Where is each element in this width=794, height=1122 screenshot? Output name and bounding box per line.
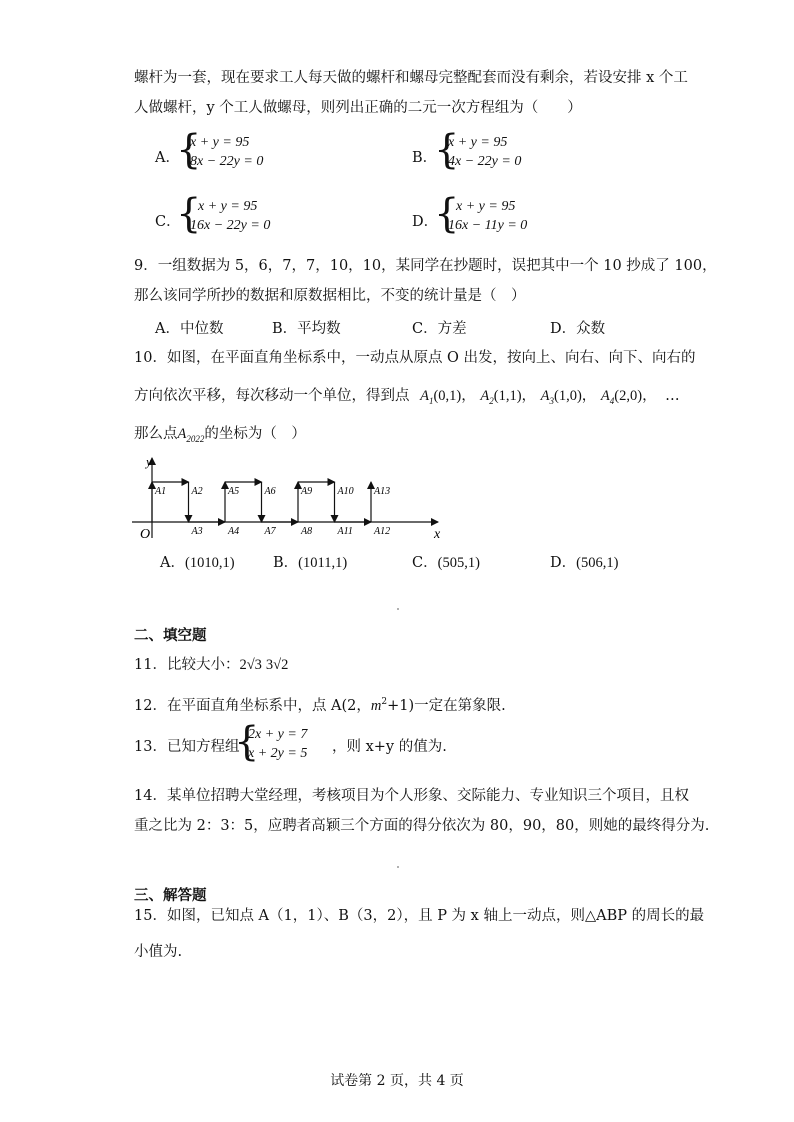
x-axis-label: x: [434, 527, 441, 542]
option-value: (506,1): [576, 555, 619, 571]
point-label-a6: A6: [264, 486, 276, 497]
option-value: (1010,1): [184, 555, 235, 571]
option-value: (1011,1): [298, 555, 348, 571]
page-footer: 试卷第 2 页，共 4 页: [330, 1073, 464, 1089]
point-label-a3: A3: [191, 526, 203, 537]
point-label-a4: A4: [228, 526, 240, 537]
q10-path-figure: [130, 452, 450, 544]
q12-exponent: 2: [381, 697, 388, 707]
equation-2: 8x − 22y = 0: [190, 154, 264, 169]
point-a2-sub: 2: [489, 395, 494, 406]
option-label: C．: [155, 214, 181, 230]
q10-line2: 方向依次平移，每次移动一个单位，得到点 $A_1(0,1)$， $A_2(1,1)$， $A_3(1,0)$， $A_4(2,0)$， …: [134, 388, 680, 406]
equation-system: [176, 191, 296, 238]
q9-line1: 9．一组数据为 5，6，7，7，10，10，某同学在抄题时，误把其中一个 10 抄成了 100，: [134, 258, 717, 274]
equation-1: 2x + y = 7: [248, 727, 308, 742]
q9-line2: 那么该同学所抄的数据和原数据相比，不变的统计量是（ ）: [134, 288, 526, 304]
q12: [134, 692, 506, 716]
brace-icon: {: [234, 719, 260, 765]
equation-system: [176, 127, 296, 174]
q15-line2: 小值为.: [134, 944, 183, 960]
scan-artifact: [397, 866, 399, 868]
point-a2-coord: (1,1): [493, 388, 522, 404]
option-label: A．: [155, 150, 180, 166]
point-a1-sub: 1: [428, 395, 434, 406]
option-value: (505,1): [437, 555, 480, 571]
equation-2: 16x − 11y = 0: [448, 218, 528, 233]
point-a1-coord: (0,1): [433, 388, 462, 404]
q9-option-a[interactable]: A．中位数: [155, 321, 224, 337]
q8-line2: 人做螺杆，y 个工人做螺母，则列出正确的二元一次方程组为（ ）: [134, 100, 582, 116]
point-label-a9: A9: [301, 486, 313, 497]
q12-var-m: m: [370, 697, 382, 714]
q10-line2-text: 方向依次平移，每次移动一个单位，得到点: [134, 388, 410, 404]
point-a4-sub: 4: [609, 395, 615, 406]
q11-expr-b: 3√2: [265, 657, 289, 673]
equation-2: 4x − 22y = 0: [448, 154, 522, 169]
option-label: D．: [412, 214, 439, 230]
point-a4-coord: (2,0): [614, 388, 643, 404]
q12-text-pre: 12．在平面直角坐标系中，点 A(2，: [134, 697, 371, 714]
q9-option-b[interactable]: B．平均数: [272, 321, 341, 337]
point-label-a10: A10: [337, 486, 354, 497]
q14-line2: 重之比为 2：3：5，应聘者高颖三个方面的得分依次为 80，90，80，则她的最终得分为.: [134, 818, 710, 834]
point-label-a2: A2: [191, 486, 203, 497]
equation-1: x + y = 95: [198, 199, 258, 214]
point-a3-name: A: [540, 388, 550, 404]
equation-system: [434, 127, 554, 174]
q9-option-c[interactable]: C．方差: [412, 321, 467, 337]
point-a2022-name: A: [177, 426, 187, 442]
point-a1-name: A: [420, 388, 429, 404]
brace-icon: {: [176, 191, 202, 237]
point-label-a12: A12: [374, 526, 391, 537]
point-a4-name: A: [600, 388, 610, 404]
q13-text-post: ，则 x+y 的值为.: [332, 739, 447, 755]
point-label-a11: A11: [337, 526, 353, 537]
q15-line1: 15．如图，已知点 A（1，1）、B（3，2），且 P 为 x 轴上一动点，则△ABP 的周长的最: [134, 908, 705, 924]
q13-equation-system: [234, 719, 344, 766]
point-a2022-sub: 2022: [186, 433, 205, 444]
point-a2-name: A: [480, 388, 490, 404]
q11-expr-a: 2√3: [239, 657, 262, 673]
q10-option-b[interactable]: [273, 551, 347, 572]
q10-line3-pre: 那么点: [134, 426, 178, 442]
equation-2: x + 2y = 5: [248, 746, 308, 761]
point-label-a1: A1: [155, 486, 167, 497]
q8-line1: 螺杆为一套，现在要求工人每天做的螺杆和螺母完整配套而没有剩余，若设安排 x 个工: [134, 70, 688, 86]
equation-1: x + y = 95: [448, 135, 508, 150]
q12-text-post: +1)一定在第象限.: [387, 697, 506, 714]
q10-line3: [134, 424, 306, 449]
q10-option-c[interactable]: [412, 551, 480, 572]
brace-icon: {: [176, 127, 202, 173]
y-axis-label: y: [146, 454, 152, 469]
q10-line3-post: 的坐标为（ ）: [204, 426, 306, 442]
ellipsis: …: [665, 388, 680, 404]
equation-1: x + y = 95: [456, 199, 516, 214]
point-label-a13: A13: [374, 486, 391, 497]
q9-option-d[interactable]: D．众数: [550, 321, 606, 337]
option-label: A．: [160, 555, 185, 571]
section-title-solve: 三、解答题: [134, 888, 207, 904]
option-label: B．: [273, 555, 299, 571]
q10-option-d[interactable]: [550, 551, 618, 572]
point-a3-coord: (1,0): [554, 388, 582, 404]
q14-line1: 14．某单位招聘大堂经理，考核项目为个人形象、交际能力、专业知识三个项目，且权: [134, 788, 689, 804]
q10-line1: 10．如图，在平面直角坐标系中，一动点从原点 O 出发，按向上、向右、向下、向右的: [134, 350, 696, 366]
scan-artifact: [397, 608, 399, 610]
point-label-a7: A7: [264, 526, 276, 537]
equation-2: 16x − 22y = 0: [190, 218, 271, 233]
section-title-fill-blank: 二、填空题: [134, 628, 207, 644]
point-labels: [154, 486, 390, 537]
option-label: D．: [550, 555, 577, 571]
q11: [134, 655, 288, 675]
point-label-a5: A5: [228, 486, 240, 497]
point-a3-sub: 3: [549, 395, 554, 406]
equation-1: x + y = 95: [190, 135, 250, 150]
brace-icon: {: [434, 127, 460, 173]
option-label: B．: [412, 150, 438, 166]
q11-text: 11．比较大小：: [134, 657, 240, 673]
q10-option-a[interactable]: [160, 551, 235, 572]
q13-text-pre: 13．已知方程组: [134, 739, 240, 755]
equation-system: [434, 191, 554, 238]
option-label: C．: [412, 555, 438, 571]
brace-icon: {: [434, 191, 460, 237]
point-label-a8: A8: [301, 526, 313, 537]
origin-label: O: [140, 527, 151, 542]
